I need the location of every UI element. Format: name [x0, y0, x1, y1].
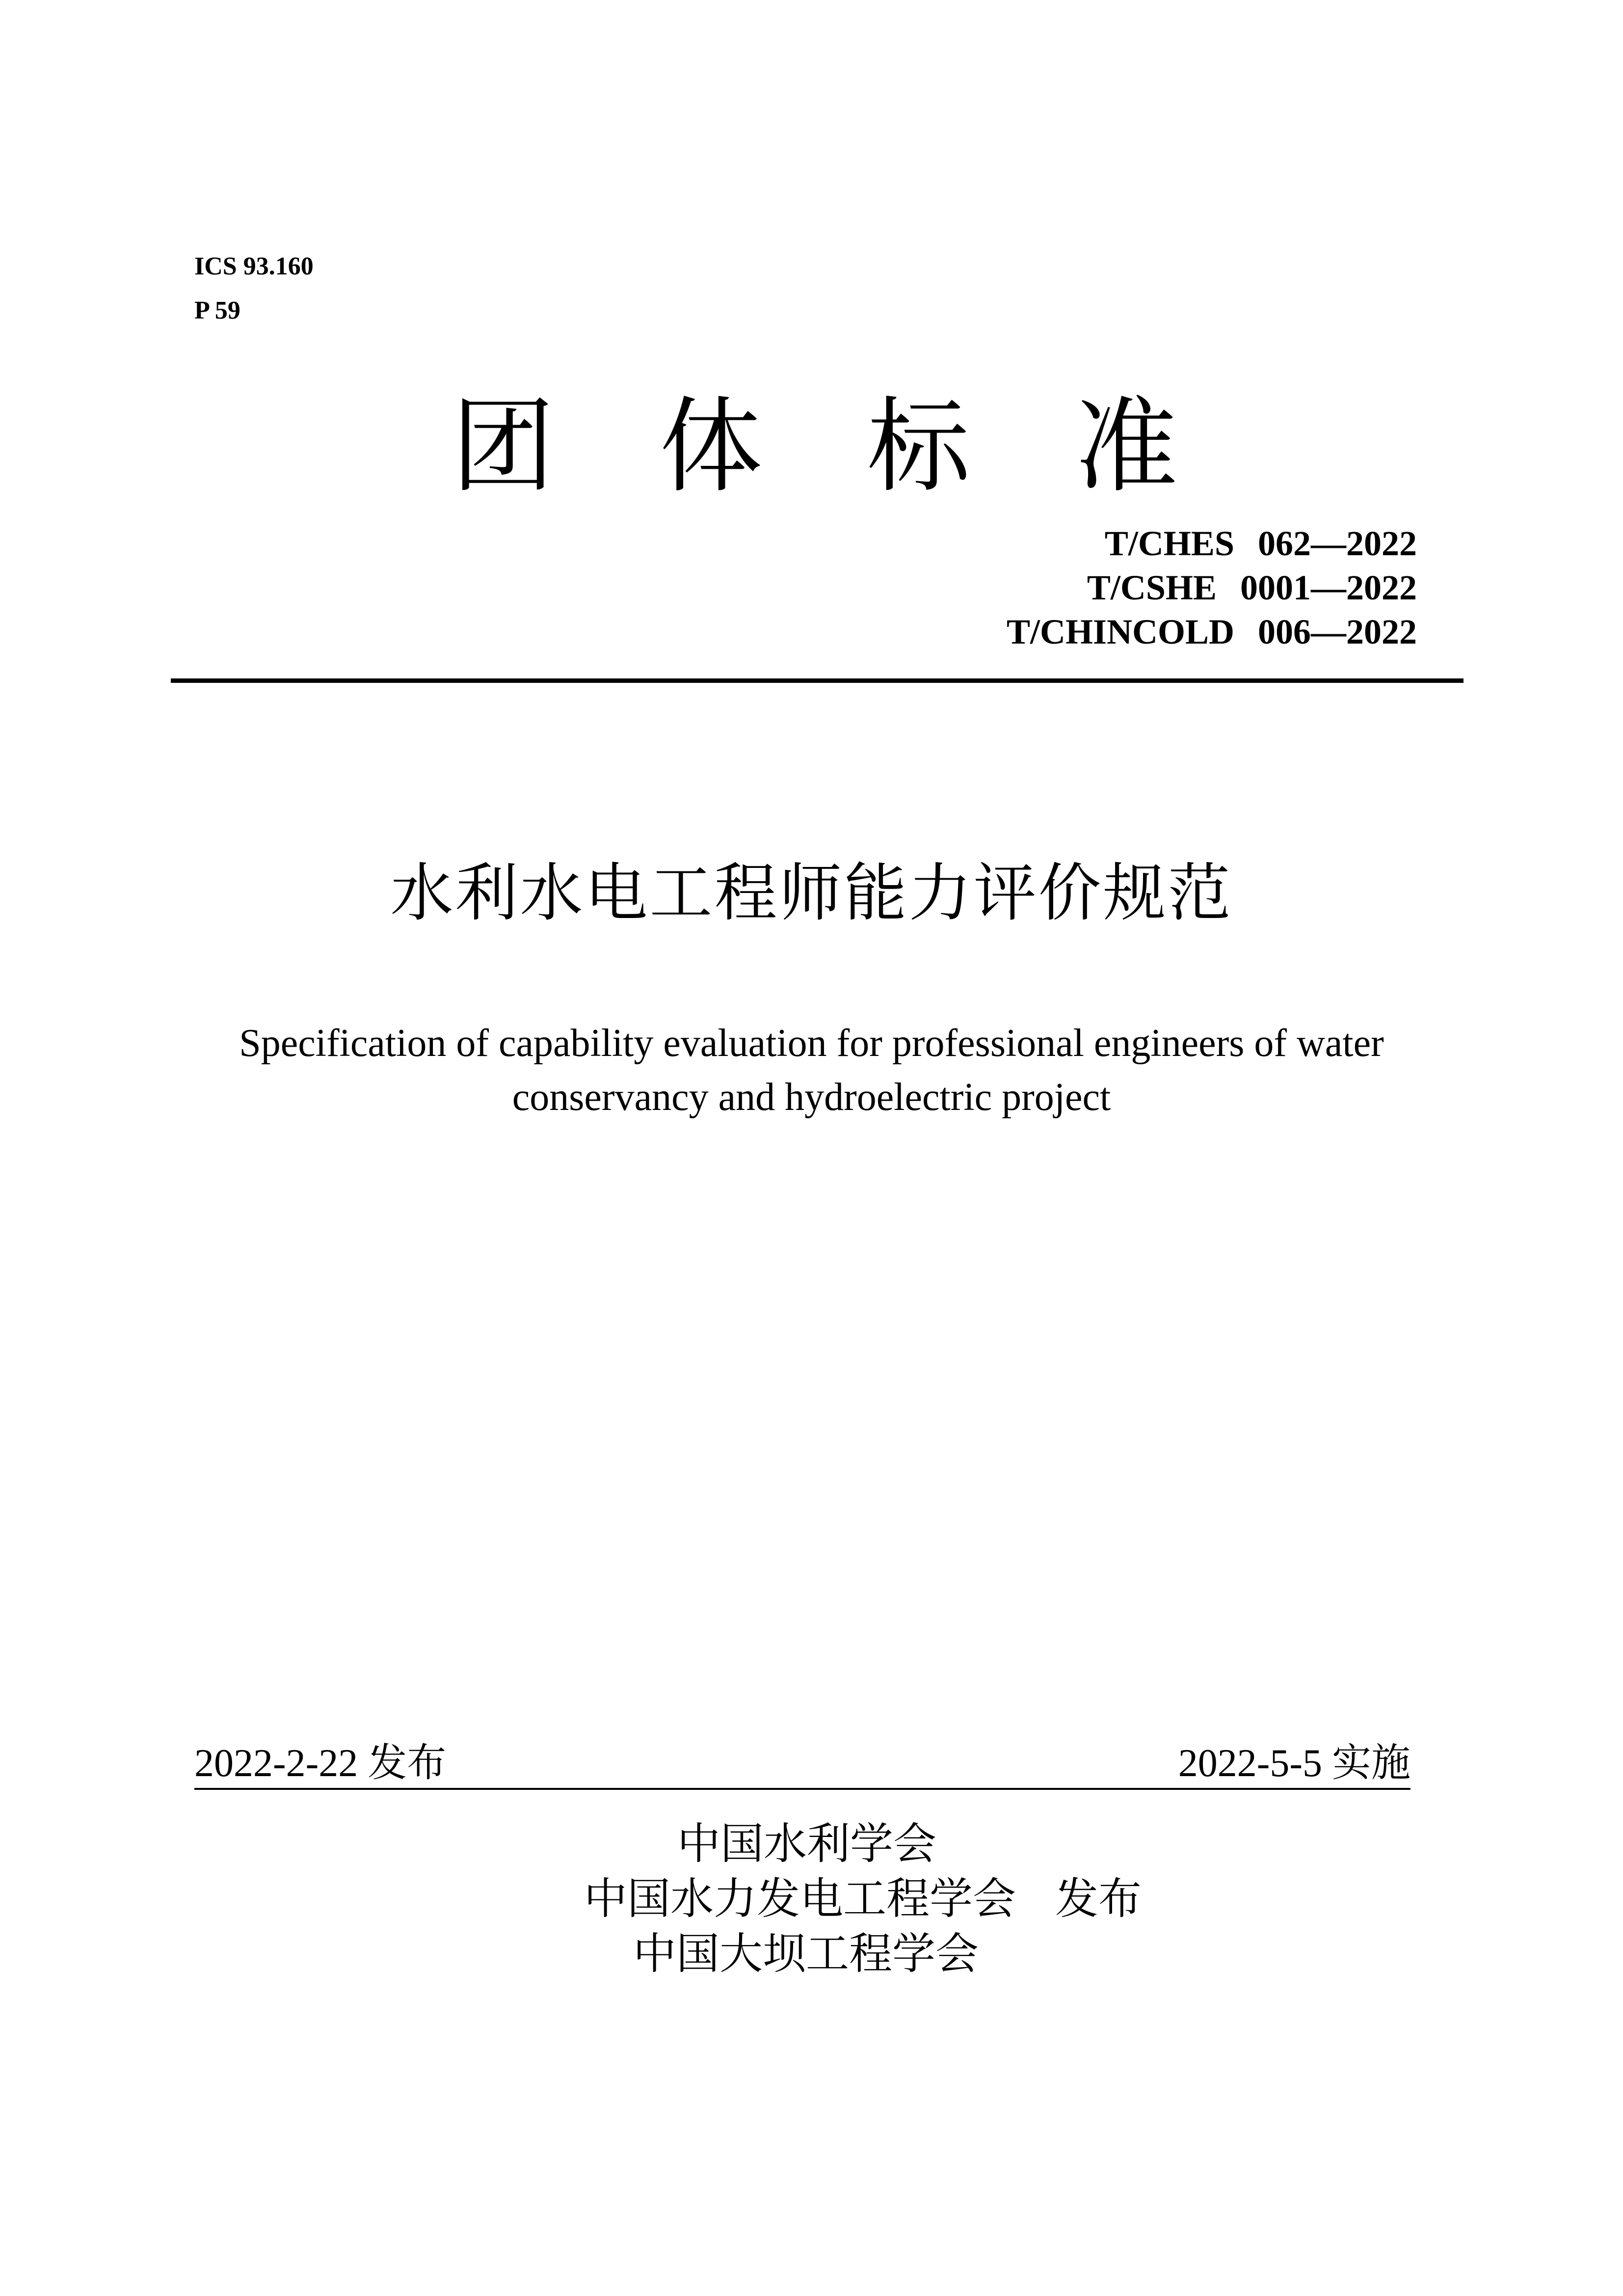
standard-number-row: [1007, 566, 1417, 610]
standard-code: T/CHES: [1104, 524, 1234, 563]
standard-code: T/CSHE: [1087, 568, 1217, 607]
ics-code: ICS 93.160: [194, 252, 314, 280]
document-title-english: [147, 1016, 1476, 1124]
header-divider: [171, 678, 1463, 683]
standard-number-row: [1007, 610, 1417, 654]
publish-label: 发布: [1055, 1873, 1142, 1924]
document-title-chinese: 水利水电工程师能力评价规范: [390, 857, 1233, 930]
standard-type-char: 准: [1074, 386, 1178, 507]
english-title-line: Specification of capability evaluation for professional engineers of water: [239, 1022, 1384, 1065]
standard-type-char: 标: [867, 386, 970, 507]
standard-numbers: [1007, 521, 1417, 654]
standard-type-heading: [452, 388, 1178, 506]
issue-date: 2022-2-22 发布: [194, 1742, 447, 1785]
ccs-code: P 59: [194, 297, 240, 324]
classification-codes: [194, 244, 314, 333]
standard-type-char: 团: [452, 386, 555, 507]
standard-code: T/CHINCOLD: [1006, 612, 1234, 651]
issuer-org: 中国大坝工程学会: [633, 1928, 979, 1979]
standard-number-row: [1007, 521, 1417, 566]
english-title-line: conservancy and hydroelectric project: [512, 1076, 1111, 1119]
standard-number: 0001—2022: [1240, 568, 1417, 607]
implementation-date: 2022-5-5 实施: [1178, 1742, 1410, 1785]
standard-number: 006—2022: [1258, 612, 1417, 651]
issuer-org: 中国水利学会: [677, 1818, 937, 1869]
issuer-org: 中国水力发电工程学会: [584, 1873, 1016, 1924]
standard-number: 062—2022: [1258, 524, 1417, 563]
standard-type-char: 体: [659, 386, 763, 507]
date-line: [194, 1734, 1410, 1790]
